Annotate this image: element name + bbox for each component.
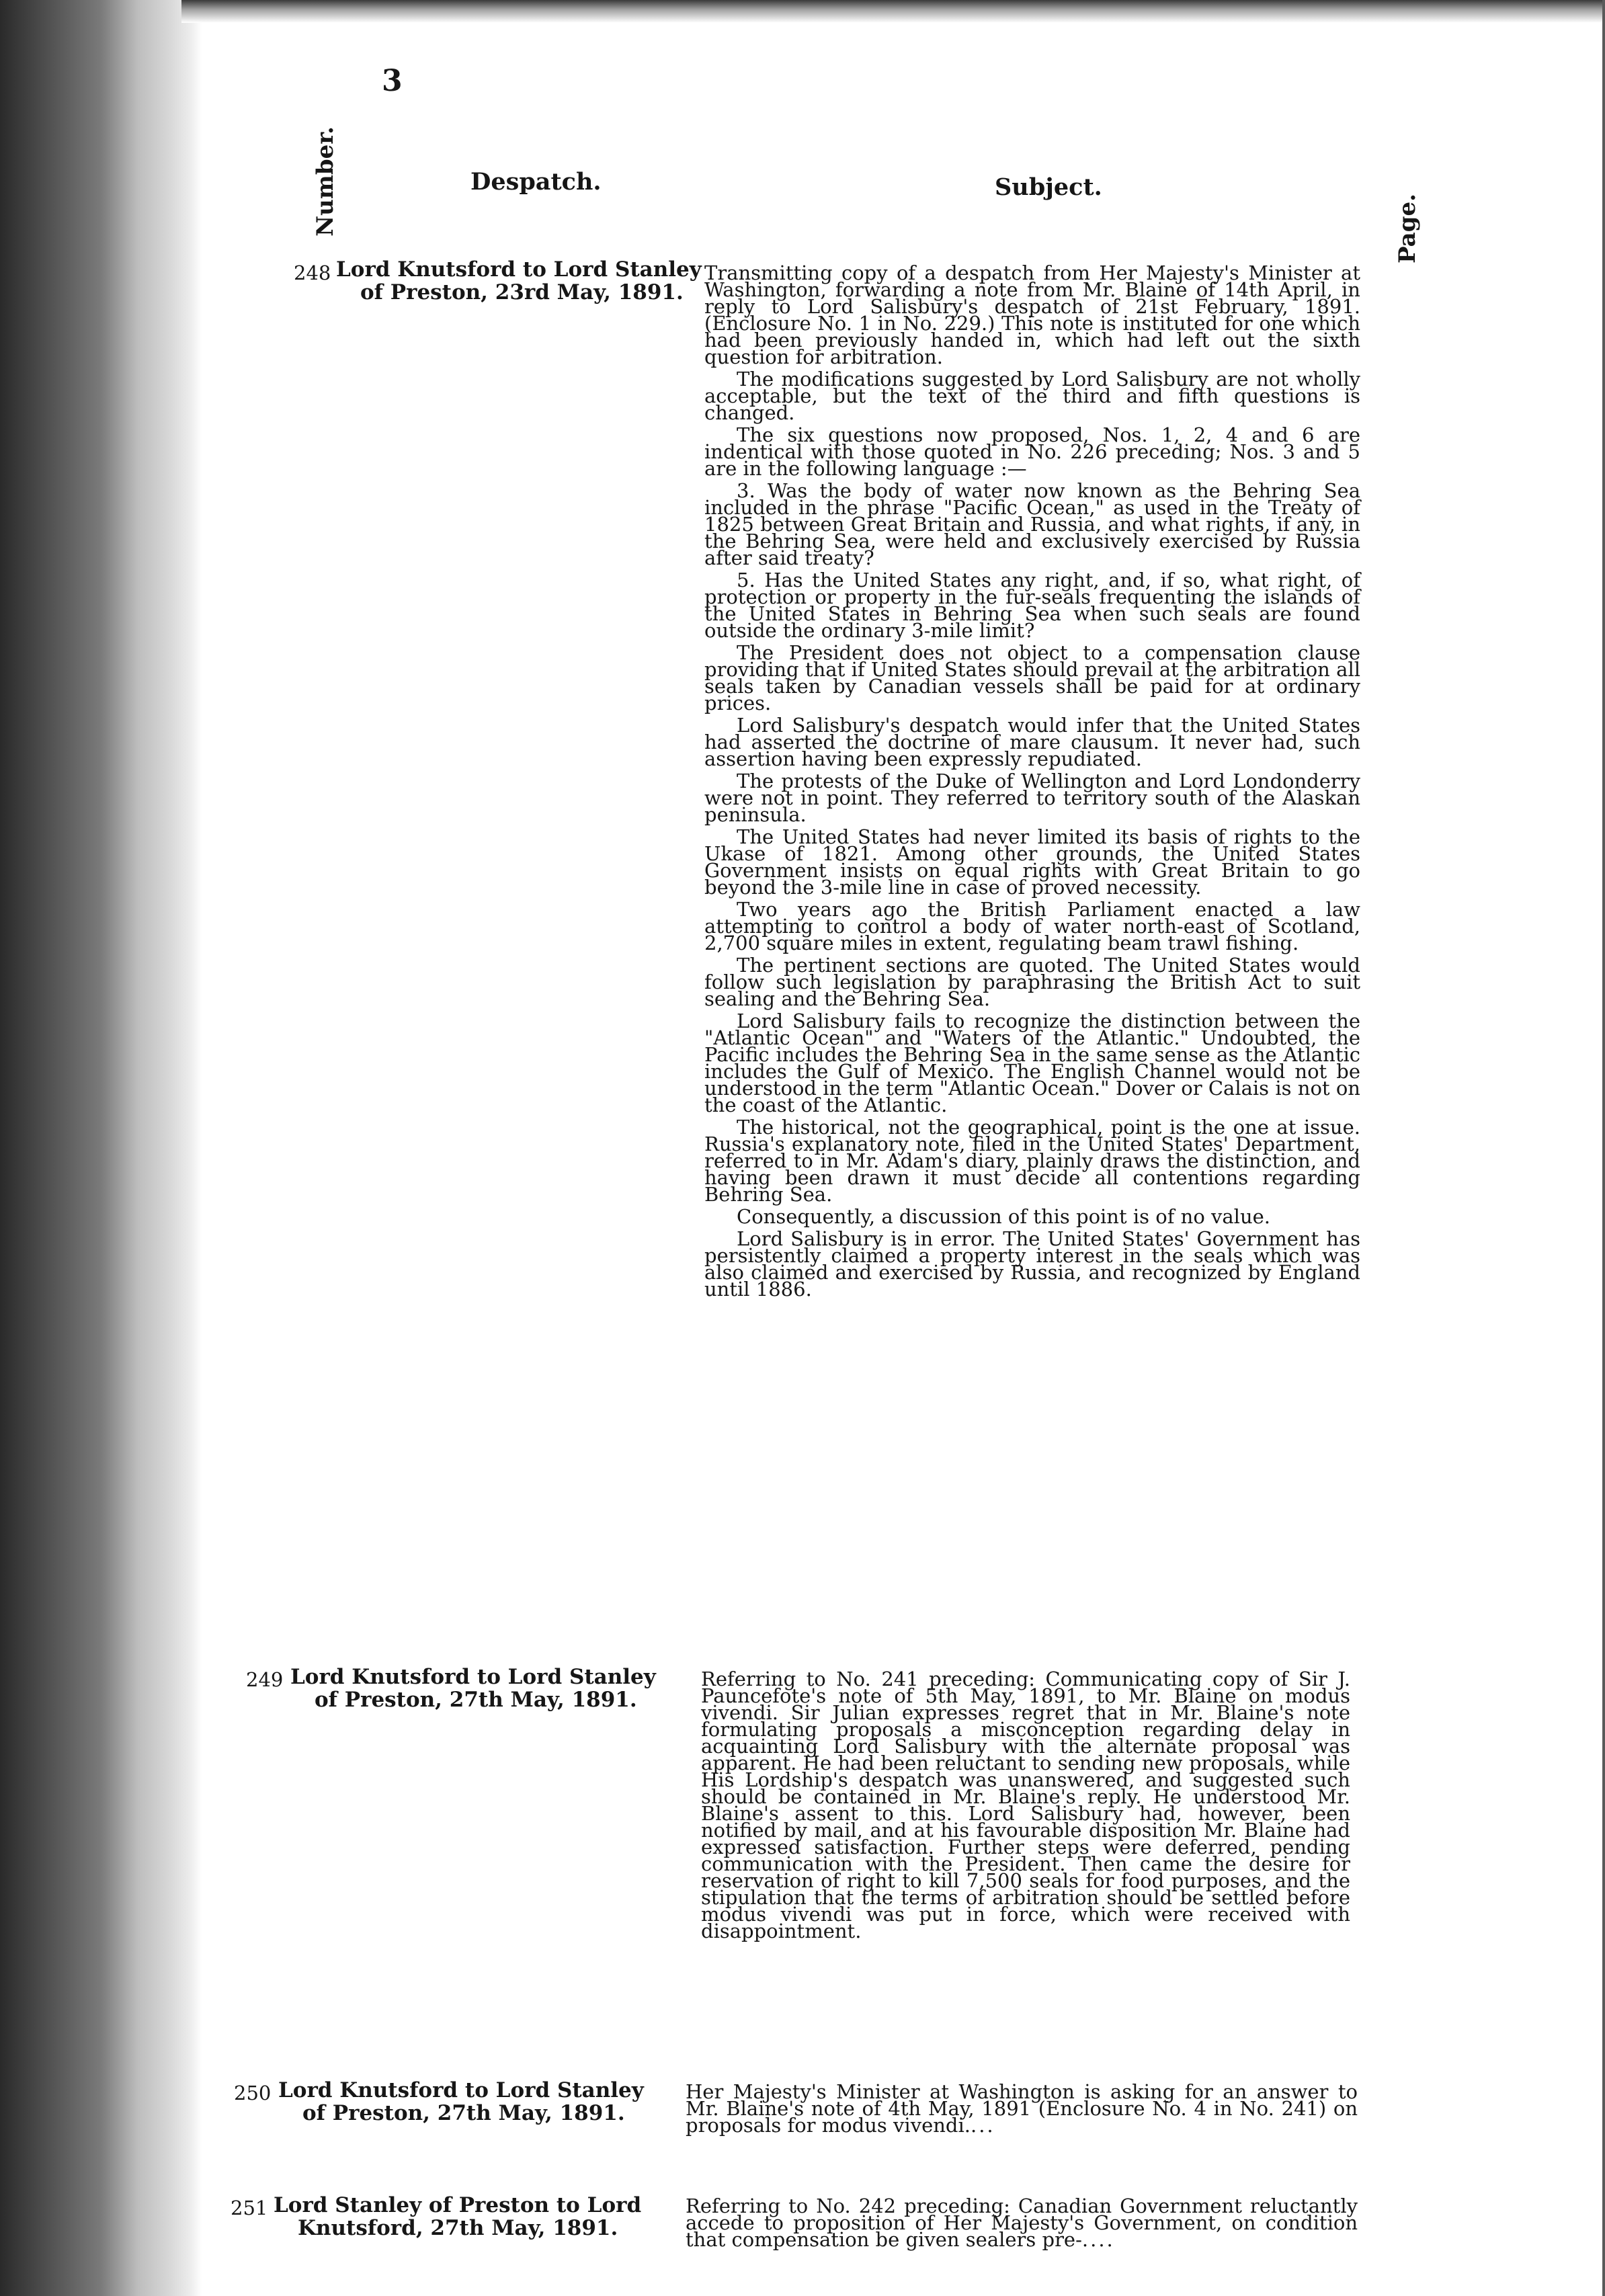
leader-dots: .... xyxy=(1081,2228,1115,2251)
despatch-line-2: of Preston, 23rd May, 1891. xyxy=(360,280,684,304)
column-header-number: Number. xyxy=(311,126,339,237)
entry-subject xyxy=(686,2080,1358,2139)
subject-paragraph: The President does not object to a compensation clause providing that if United States should prevail at the arbitration all seals taken by Canadian vessels shall be paid for at ordinary prices. xyxy=(704,641,1360,714)
entry-number: 251 xyxy=(231,2197,268,2219)
entry-number: 249 xyxy=(246,1668,284,1691)
subject-paragraph: Lord Salisbury is in error. The United States' Government has persistently claimed a property interest in the seals which was also claimed and exercised by Russia, and recognized by England until 1886. xyxy=(704,1227,1360,1301)
entry-subject xyxy=(701,1668,1350,1945)
leader-dots: ... xyxy=(970,2114,995,2137)
subject-paragraph: Two years ago the British Parliament enacted a law attempting to control a body of water north-east of Scotland, 2,700 square miles in extent, regulating beam trawl fishing. xyxy=(704,898,1360,954)
despatch-line-1: Lord Knutsford to Lord Stanley xyxy=(336,257,702,282)
scan-top-shadow xyxy=(181,0,1605,23)
entry-number: 250 xyxy=(234,2082,272,2104)
column-header-subject: Subject. xyxy=(995,173,1102,201)
despatch-line-1: Lord Stanley of Preston to Lord xyxy=(274,2193,642,2217)
subject-paragraph: The pertinent sections are quoted. The United States would follow such legislation by paraphrasing the British Act to suit sealing and the Behring Sea. xyxy=(704,954,1360,1010)
entry-despatch xyxy=(336,258,702,304)
entry-subject xyxy=(686,2195,1358,2254)
column-header-despatch: Despatch. xyxy=(470,168,602,196)
subject-paragraph: The United States had never limited its basis of rights to the Ukase of 1821. Among other grounds, the United States Government insists on equal rights with Great Britain to go beyond the 3-mile line in case of proved necessity. xyxy=(704,825,1360,899)
despatch-line-2: of Preston, 27th May, 1891. xyxy=(302,2101,625,2125)
subject-paragraph: The modifications suggested by Lord Salisbury are not wholly acceptable, but the text of the third and fifth questions is changed. xyxy=(704,368,1360,424)
subject-paragraph: 5. Has the United States any right, and, if so, what right, of protection or property in the fur-seals frequenting the islands of the United States in Behring Sea when such seals are found outside the ordinary 3-mile limit? xyxy=(704,569,1360,642)
subject-text: Her Majesty's Minister at Washington is asking for an answer to Mr. Blaine's note of 4th May, 1891 (Enclosure No. 4 in No. 241) on proposals for modus vivendi. xyxy=(686,2080,1358,2137)
despatch-line-1: Lord Knutsford to Lord Stanley xyxy=(278,2078,644,2102)
entry-despatch xyxy=(278,2079,644,2125)
despatch-line-2: of Preston, 27th May, 1891. xyxy=(315,1688,637,1712)
scan-right-edge xyxy=(1602,0,1605,2296)
subject-paragraph: The six questions now proposed, Nos. 1, 2, 4 and 6 are indentical with those quoted in No. 226 preceding; Nos. 3 and 5 are in the following language :— xyxy=(704,423,1360,480)
entry-despatch xyxy=(290,1666,656,1711)
subject-paragraph: 3. Was the body of water now known as the Behring Sea included in the phrase "Pacific Ocean," as used in the Treaty of 1825 between Great Britain and Russia, and what rights, if any, in the Behring Sea, were held and exclusively exercised by Russia after said treaty? xyxy=(704,479,1360,569)
subject-paragraph: Referring to No. 241 preceding: Communicating copy of Sir J. Pauncefote's note of 5th May, 1891, to Mr. Blaine on modus vivendi. Sir Julian expresses regret that in Mr. Blaine's note formulating proposals a misconception regarding delay in acquainting Lord Salisbury with the alternate proposal was apparent. He had been reluctant to sending new proposals, while His Lordship's despatch was unanswered, and suggested such should be contained in Mr. Blaine's reply. He understood Mr. Blaine's assent to this. Lord Salisbury had, however, been notified by mail, and at his favourable disposition Mr. Blaine had expressed satisfaction. Further steps were deferred, pending communication with the President. Then came the desire for reservation of right to kill 7,500 seals for food purposes, and the stipulation that the terms of arbitration should be settled before modus vivendi was put in force, which were received with disappointment. xyxy=(701,1668,1350,1942)
subject-paragraph: Lord Salisbury fails to recognize the distinction between the "Atlantic Ocean" and "Waters of the Atlantic." Undoubted, the Pacific includes the Behring Sea in the same sense as the Atlantic includes the Gulf of Mexico. The English Channel would not be understood in the term "Atlantic Ocean." Dover or Calais is not on the coast of the Atlantic. xyxy=(704,1010,1360,1116)
subject-paragraph: The historical, not the geographical, point is the one at issue. Russia's explanatory note, filed in the United States' Department, referred to in Mr. Adam's diary, plainly draws the distinction, and having been drawn it must decide all contentions regarding Behring Sea. xyxy=(704,1116,1360,1206)
page-number: 3 xyxy=(382,64,403,98)
subject-paragraph: Consequently, a discussion of this point is of no value. xyxy=(737,1205,1271,1228)
despatch-line-2: Knutsford, 27th May, 1891. xyxy=(298,2216,618,2240)
scan-binding-shadow xyxy=(0,0,202,2296)
despatch-line-1: Lord Knutsford to Lord Stanley xyxy=(290,1665,656,1689)
column-header-page: Page. xyxy=(1393,194,1421,263)
entry-number: 248 xyxy=(294,261,331,284)
subject-text: Referring to No. 242 preceding: Canadian Government reluctantly accede to proposition of Her Majesty's Government, on condition that compensation be given sealers pre- xyxy=(686,2195,1358,2251)
subject-paragraph: The protests of the Duke of Wellington and Lord Londonderry were not in point. They referred to territory south of the Alaskan peninsula. xyxy=(704,770,1360,826)
entry-despatch xyxy=(274,2194,641,2240)
entry-subject xyxy=(704,261,1360,1303)
subject-paragraph: Transmitting copy of a despatch from Her Majesty's Minister at Washington, forwarding a note from Mr. Blaine of 14th April, in reply to Lord Salisbury's despatch of 21st February, 1891. (Enclosure No. 1 in No. 229.) This note is instituted for one which had been previously handed in, which had left out the sixth question for arbitration. xyxy=(704,261,1360,368)
subject-paragraph: Lord Salisbury's despatch would infer that the United States had asserted the doctrine of mare clausum. It never had, such assertion having been expressly repudiated. xyxy=(704,714,1360,770)
subject-paragraph xyxy=(686,2080,1358,2137)
subject-paragraph xyxy=(686,2195,1358,2251)
